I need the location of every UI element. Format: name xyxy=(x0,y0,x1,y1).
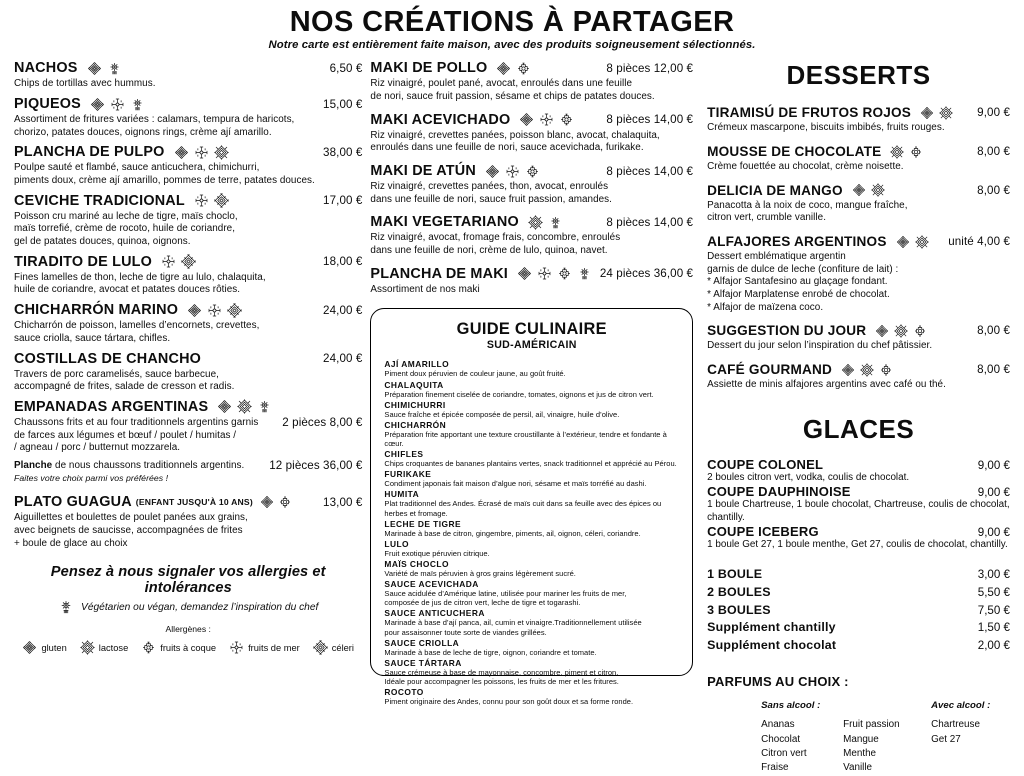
item-name: MAKI VEGETARIANO xyxy=(370,214,519,231)
parfum-item: Vanille xyxy=(843,762,873,774)
lactose-icon xyxy=(80,640,95,655)
guide-entry xyxy=(384,420,679,448)
coupe-name: COUPE ICEBERG xyxy=(707,523,819,539)
legend-label: lactose xyxy=(98,642,129,653)
parfum-item: Citron vert xyxy=(761,748,807,760)
seafood-icon xyxy=(537,266,552,281)
allergen-icon-group xyxy=(161,254,196,269)
gluten-icon xyxy=(920,106,934,120)
item-description: Dessert emblématique argentin garnis de dulce de leche (confiture de lait) : * Alfajor Santafesino au glaçage fondant. * Alfajor Marplatense enrobé de chocolat. * Alfajor de maïzena coco. xyxy=(707,251,899,313)
item-description: Travers de porc caramelisés, sauce barbecue, accompagné de frites, salade de cresson et radis. xyxy=(14,368,235,393)
coupe-list xyxy=(707,457,1010,552)
menu-item xyxy=(14,96,362,139)
guide-term: FURIKAKE xyxy=(384,469,432,480)
legend-item xyxy=(80,640,128,655)
item-price: 15,00 € xyxy=(323,97,363,111)
guide-definition: Marinade à base de leche de tigre, oignon, coriandre et tomate. xyxy=(384,647,597,657)
coupe-price: 9,00 € xyxy=(977,458,1010,472)
guide-definition: Chips croquantes de bananes plantains vertes, snack traditionnel et apprécié au Pérou. xyxy=(384,459,677,469)
scoop-row xyxy=(707,566,1010,584)
item-price: 8 pièces 14,00 € xyxy=(606,113,694,127)
seafood-icon xyxy=(194,145,209,160)
scoop-row xyxy=(707,619,1010,637)
menu-item xyxy=(370,163,693,206)
menu-item xyxy=(370,112,693,155)
menu-item xyxy=(707,323,1010,353)
parfum-item: Chocolat xyxy=(761,733,801,745)
scoop-price: 5,50 € xyxy=(977,585,1010,599)
legend-item xyxy=(141,640,216,655)
item-price-secondary: 12 pièces 36,00 € xyxy=(269,458,363,472)
guide-term: AJÍ AMARILLO xyxy=(384,359,450,370)
item-name: CHICHARRÓN MARINO xyxy=(14,302,179,319)
lactose-icon xyxy=(939,106,953,120)
glaces-heading: GLACES xyxy=(802,413,915,444)
allergen-icon-group xyxy=(260,495,292,509)
item-price: 8 pièces 12,00 € xyxy=(606,61,694,75)
guide-definition: Fruit exotique péruvien citrique. xyxy=(384,548,490,558)
item-name: EMPANADAS ARGENTINAS xyxy=(14,398,209,415)
planche-note: Faites votre choix parmi vos préférées ! xyxy=(14,472,169,483)
guide-term: CHICHARRÓN xyxy=(384,419,447,430)
allergen-icon-group xyxy=(517,266,592,281)
item-description: Riz vinaigré, crevettes panées, thon, avocat, enroulés dans une feuille de nori, sauce fruit passion, amandes. xyxy=(370,181,612,205)
scoop-price: 1,50 € xyxy=(977,621,1010,635)
coupe-description: 1 boule Get 27, 1 boule menthe, Get 27, coulis de chocolat, chantilly. xyxy=(707,538,1008,550)
item-price: 8,00 € xyxy=(977,324,1010,338)
column-maki xyxy=(362,60,693,775)
nuts-icon xyxy=(879,363,893,377)
menu-item xyxy=(14,60,362,91)
parfum-list-2 xyxy=(843,718,931,775)
guide-term: CHIMICHURRI xyxy=(384,399,446,410)
lactose-icon xyxy=(890,145,904,159)
lactose-icon xyxy=(871,183,885,197)
guide-entry xyxy=(384,359,679,378)
lactose-icon xyxy=(894,324,908,338)
menu-item xyxy=(370,60,693,103)
item-age-note: (ENFANT JUSQU'À 10 ANS) xyxy=(135,497,253,508)
item-description: Riz vinaigré, poulet pané, avocat, enroulés dans une feuille de nori, sauce fruit passion, sésame et chips de patates douces. xyxy=(370,78,655,103)
menu-item xyxy=(707,144,1010,174)
legend-label: céleri xyxy=(331,642,354,653)
lactose-icon xyxy=(528,215,543,230)
item-name: MAKI DE ATÚN xyxy=(370,163,476,180)
gluten-icon xyxy=(90,97,105,112)
item-description: Panacotta à la noix de coco, mangue fraîche, citron vert, crumble vanille. xyxy=(707,199,908,224)
nuts-icon xyxy=(141,640,156,655)
seafood-icon xyxy=(194,193,209,208)
allergen-icon-group xyxy=(194,193,229,208)
lactose-icon xyxy=(860,363,874,377)
guide-entry xyxy=(384,687,679,706)
vegetarian-icon xyxy=(107,61,122,76)
parfum-item: Get 27 xyxy=(931,733,961,745)
seafood-icon xyxy=(207,303,222,318)
item-name: SUGGESTION DU JOUR xyxy=(707,323,867,339)
gluten-icon xyxy=(841,363,855,377)
planche-text: de nous chaussons traditionnels argentins. xyxy=(52,459,245,471)
item-price: 9,00 € xyxy=(977,106,1010,120)
sans-alcool-heading: Sans alcool : xyxy=(761,700,821,712)
item-price: 8 pièces 14,00 € xyxy=(606,164,694,178)
guide-definition: Marinade à base de citron, gingembre, piments, ail, oignon, céleri, coriandre. xyxy=(384,528,641,538)
item-price: 8,00 € xyxy=(977,183,1010,197)
scoop-name: Supplément chocolat xyxy=(707,637,837,652)
seafood-icon xyxy=(110,97,125,112)
item-description-secondary xyxy=(14,460,259,485)
legend-item xyxy=(313,640,354,655)
guide-term: LULO xyxy=(384,538,410,549)
allergen-icon-group xyxy=(90,97,145,112)
celery-icon xyxy=(227,303,242,318)
seafood-icon xyxy=(505,164,520,179)
item-price: 8,00 € xyxy=(977,145,1010,159)
allergen-icon-group xyxy=(841,363,893,377)
guide-definition: Préparation finement ciselée de coriandre, tomates, oignons et jus de citron vert. xyxy=(384,389,654,399)
seafood-icon xyxy=(161,254,176,269)
gluten-icon xyxy=(187,303,202,318)
parfum-list-1 xyxy=(761,718,843,775)
menu-item xyxy=(14,144,362,187)
parfums-grid xyxy=(707,700,1010,775)
coupe-item xyxy=(707,484,1010,524)
item-price: 24 pièces 36,00 € xyxy=(599,267,694,281)
guide-entry xyxy=(384,469,679,488)
scoop-price-list xyxy=(707,566,1010,654)
menu-item xyxy=(14,302,362,345)
coupe-name: COUPE COLONEL xyxy=(707,456,824,472)
parfum-item: Fruit passion xyxy=(843,719,900,731)
menu-item xyxy=(707,183,1010,225)
item-description: Chicharrón de poisson, lamelles d’encornets, crevettes, sauce criolla, sauce tártara, chifles. xyxy=(14,320,260,344)
item-name: CEVICHE TRADICIONAL xyxy=(14,192,185,209)
item-description: Assortiment de nos maki xyxy=(370,283,480,295)
maki-item-list xyxy=(370,60,693,296)
guide-definition: Préparation frite apportant une texture croustillante à l’extérieur, tendre et fondante à cœur. xyxy=(384,429,667,449)
scoop-name: Supplément chantilly xyxy=(707,620,836,635)
guide-entry xyxy=(384,608,679,636)
coupe-item xyxy=(707,457,1010,484)
guide-term: ROCOTO xyxy=(384,687,424,698)
item-name: TIRAMISÚ DE FRUTOS ROJOS xyxy=(707,105,912,121)
parfum-item: Chartreuse xyxy=(931,719,980,731)
legend-label: fruits à coque xyxy=(160,642,217,653)
gluten-icon xyxy=(22,640,37,655)
vegetarian-icon xyxy=(548,215,563,230)
menu-item xyxy=(14,193,362,249)
item-price: unité 4,00 € xyxy=(948,235,1010,249)
item-name: MAKI ACEVICHADO xyxy=(370,111,511,128)
gluten-icon xyxy=(217,399,232,414)
item-name: MOUSSE DE CHOCOLATE xyxy=(707,144,882,160)
menu-columns xyxy=(0,60,1024,775)
item-description: Chips de tortillas avec hummus. xyxy=(14,78,156,90)
coupe-name: COUPE DAUPHINOISE xyxy=(707,484,851,500)
nuts-icon xyxy=(525,164,540,179)
gluten-icon xyxy=(519,112,534,127)
item-name: PLATO GUAGUA xyxy=(14,494,132,511)
lactose-icon xyxy=(915,235,929,249)
item-description: Poisson cru mariné au leche de tigre, maïs choclo, maïs torrefié, crème de rocoto, huile de coriandre, gel de patates douces, quinoa, oignons. xyxy=(14,210,238,248)
guide-definition: Sauce crémeuse à base de mayonnaise, concombre, piment et citron. Idéale pour accompagner les poissons, les fruits de mer et les fritures. xyxy=(384,667,619,687)
scoop-row xyxy=(707,637,1010,655)
allergen-icon-group xyxy=(217,399,272,414)
planche-label: Planche xyxy=(14,459,53,471)
nuts-icon xyxy=(278,495,292,509)
parfum-item: Menthe xyxy=(843,748,877,760)
menu-item-empanadas xyxy=(14,399,362,485)
guide-entry-list xyxy=(384,359,679,706)
item-name: TIRADITO DE LULO xyxy=(14,253,153,270)
parfums-column-1 xyxy=(761,700,843,775)
allergen-icon-group xyxy=(87,61,122,76)
item-description: Crème fouettée au chocolat, crème noisette. xyxy=(707,161,904,173)
scoop-name: 2 BOULES xyxy=(707,584,771,599)
item-name: MAKI DE POLLO xyxy=(370,60,488,77)
avec-alcool-heading: Avec alcool : xyxy=(931,700,991,712)
guide-definition: Plat traditionnel des Andes. Écrasé de maïs cuit dans sa feuille avec des épices ou herbes et fromage. xyxy=(384,499,662,518)
item-description: Fines lamelles de thon, leche de tigre au lulo, chalaquita, huile de coriandre, avocat et patates douces rôties. xyxy=(14,271,266,296)
celery-icon xyxy=(181,254,196,269)
desserts-heading: DESSERTS xyxy=(786,60,931,91)
allergen-icon-group xyxy=(896,235,929,249)
item-price: 8 pièces 14,00 € xyxy=(606,215,694,229)
menu-item xyxy=(14,254,362,297)
guide-term: HUMITA xyxy=(384,489,420,500)
guide-entry xyxy=(384,449,679,468)
allergen-icon-group xyxy=(890,145,923,159)
item-price: 8,00 € xyxy=(977,363,1010,377)
parfums-title: PARFUMS AU CHOIX : xyxy=(707,674,849,690)
scoop-name: 1 BOULE xyxy=(707,567,763,582)
parfum-item: Mangue xyxy=(843,733,879,745)
item-price: 24,00 € xyxy=(323,303,363,317)
gluten-icon xyxy=(87,61,102,76)
guide-term: CHALAQUITA xyxy=(384,379,444,390)
column-desserts xyxy=(693,60,1010,775)
nuts-icon xyxy=(559,112,574,127)
page-subtitle: Notre carte est entièrement faite maison, avec des produits soigneusement sélectionnés. xyxy=(268,39,756,52)
allergens-label: Allergènes : xyxy=(165,624,211,635)
coupe-description: 2 boules citron vert, vodka, coulis de chocolat. xyxy=(707,471,910,483)
allergy-title: Pensez à nous signaler vos allergies et intolérances xyxy=(50,564,326,597)
nuts-icon xyxy=(909,145,923,159)
guide-entry xyxy=(384,559,679,578)
item-description: Poulpe sauté et flambé, sauce anticuchera, chimichurri, piments doux, crème ají amarillo, pommes de terre, patates douces. xyxy=(14,162,315,187)
item-price: 24,00 € xyxy=(323,352,363,365)
allergen-icon-group xyxy=(496,61,531,76)
item-name: NACHOS xyxy=(14,60,78,77)
item-description: Crémeux mascarpone, biscuits imbibés, fruits rouges. xyxy=(707,122,945,134)
nuts-icon xyxy=(516,61,531,76)
nuts-icon xyxy=(913,324,927,338)
parfum-list-3 xyxy=(931,718,990,747)
item-price: 17,00 € xyxy=(323,194,363,208)
guide-term: SAUCE ACEVICHADA xyxy=(384,579,479,590)
allergen-icon-group xyxy=(875,324,927,338)
legend-item xyxy=(229,640,300,655)
item-name: CAFÉ GOURMAND xyxy=(707,362,833,378)
culinary-guide-box xyxy=(370,308,693,707)
item-description: Riz vinaigré, crevettes panées, poisson blanc, avocat, chalaquita, enroulés dans une feuille de nori, sauce acevichada, furikake. xyxy=(370,129,660,154)
legend-label: gluten xyxy=(41,642,67,653)
guide-term: LECHE DE TIGRE xyxy=(384,518,461,529)
guide-definition: Piment doux péruvien de couleur jaune, au goût fruité. xyxy=(384,369,566,379)
item-name: PIQUEOS xyxy=(14,96,81,113)
gluten-icon xyxy=(485,164,500,179)
vegetarian-icon xyxy=(577,266,592,281)
lactose-icon xyxy=(214,145,229,160)
scoop-name: 3 BOULES xyxy=(707,602,771,617)
allergen-icon-group xyxy=(187,303,242,318)
guide-definition: Condiment japonais fait maison d’algue nori, sésame et maïs torréfié au dashi. xyxy=(384,479,647,489)
coupe-price: 9,00 € xyxy=(977,486,1010,500)
scoop-row xyxy=(707,584,1010,602)
legend-label: fruits de mer xyxy=(248,642,300,653)
column-starters xyxy=(14,60,362,775)
menu-item xyxy=(707,362,1010,392)
allergen-icon-group xyxy=(852,183,885,197)
gluten-icon xyxy=(260,495,274,509)
parfum-item: Ananas xyxy=(761,719,795,731)
gluten-icon xyxy=(496,61,511,76)
allergen-legend xyxy=(14,640,362,655)
gluten-icon xyxy=(517,266,532,281)
vegetarian-icon xyxy=(257,399,272,414)
guide-entry xyxy=(384,380,679,399)
seafood-icon xyxy=(229,640,244,655)
guide-entry xyxy=(384,638,679,657)
item-description: Riz vinaigré, avocat, fromage frais, concombre, enroulés dans une feuille de nori, crème de lulo, quinoa, navet. xyxy=(370,232,621,257)
menu-item xyxy=(14,351,362,394)
item-name: PLANCHA DE MAKI xyxy=(370,265,508,282)
guide-definition: Sauce fraîche et épicée composée de persil, ail, vinaigre, huile d’olive. xyxy=(384,409,620,419)
allergen-icon-group xyxy=(519,112,574,127)
item-name: COSTILLAS DE CHANCHO xyxy=(14,350,202,367)
guide-subtitle: SUD-AMÉRICAIN xyxy=(486,339,577,352)
item-description: Assiette de minis alfajores argentins avec café ou thé. xyxy=(707,379,946,391)
parfums-column-2 xyxy=(843,700,931,775)
allergen-icon-group xyxy=(528,215,563,230)
guide-term: SAUCE ANTICUCHERA xyxy=(384,608,485,619)
allergen-icon-group xyxy=(485,164,540,179)
guide-definition: Piment originaire des Andes, connu pour son goût doux et sa forme ronde. xyxy=(384,697,634,707)
item-price: 18,00 € xyxy=(323,255,363,269)
gluten-icon xyxy=(174,145,189,160)
guide-entry xyxy=(384,519,679,538)
vegetarian-icon xyxy=(130,97,145,112)
item-description: Aiguillettes et boulettes de poulet panées aux grains, avec beignets de saucisse, accompagnées de frites + boule de glace au choix xyxy=(14,512,248,549)
allergen-icon-group xyxy=(174,145,229,160)
menu-item xyxy=(707,234,1010,314)
lactose-icon xyxy=(237,399,252,414)
gluten-icon xyxy=(875,324,889,338)
guide-entry xyxy=(384,489,679,517)
item-description: Dessert du jour selon l’inspiration du chef pâtissier. xyxy=(707,340,933,352)
item-price: 38,00 € xyxy=(323,145,363,159)
menu-item xyxy=(707,105,1010,135)
starter-item-list xyxy=(14,60,362,393)
item-description: Assortiment de fritures variées : calamars, tempura de haricots, chorizo, patates douces, oignons rings, crème ají amarillo. xyxy=(14,114,295,138)
dessert-item-list xyxy=(707,105,1010,391)
item-name: ALFAJORES ARGENTINOS xyxy=(707,234,887,250)
guide-term: SAUCE TÁRTARA xyxy=(384,657,462,668)
guide-entry xyxy=(384,658,679,686)
allergen-icon-group xyxy=(920,106,953,120)
parfums-section xyxy=(707,674,1010,775)
legend-item xyxy=(22,640,66,655)
guide-term: CHIFLES xyxy=(384,449,424,460)
coupe-price: 9,00 € xyxy=(977,525,1010,539)
item-name: DELICIA DE MANGO xyxy=(707,182,843,198)
scoop-price: 3,00 € xyxy=(977,568,1010,582)
gluten-icon xyxy=(852,183,866,197)
vegetarian-notice xyxy=(14,599,362,615)
menu-item xyxy=(370,214,693,257)
celery-icon xyxy=(214,193,229,208)
guide-entry xyxy=(384,579,679,607)
guide-title: GUIDE CULINAIRE xyxy=(456,320,607,339)
nuts-icon xyxy=(557,266,572,281)
scoop-row xyxy=(707,602,1010,620)
vegetarian-icon xyxy=(58,599,74,615)
parfums-column-3 xyxy=(931,700,990,775)
page-title: NOS CRÉATIONS À PARTAGER xyxy=(289,6,735,38)
guide-term: MAÏS CHOCLO xyxy=(384,559,449,570)
menu-header xyxy=(0,0,1024,51)
seafood-icon xyxy=(539,112,554,127)
item-description: Chaussons frits et au four traditionnels argentins garnis de farces aux légumes et bœuf / poulet / humitas / / agneau / porc / butternut mozzarela. xyxy=(14,416,259,454)
coupe-description: 1 boule Chartreuse, 1 boule chocolat, Chartreuse, coulis de chocolat, chantilly. xyxy=(707,499,1010,523)
item-price: 13,00 € xyxy=(323,495,363,509)
vegetarian-icon xyxy=(58,599,74,615)
guide-definition: Variété de maïs péruvien à gros grains légèrement sucré. xyxy=(384,569,576,579)
guide-definition: Marinade à base d’ají panca, ail, cumin et vinaigre.Traditionnellement utilisée pour assaisonner toute sorte de viandes grillées. xyxy=(384,618,642,637)
guide-definition: Sauce acidulée d’Amérique latine, utilisée pour mariner les fruits de mer, composée de jus de citron vert, leche de tigre et togarashi. xyxy=(384,589,627,608)
guide-entry xyxy=(384,539,679,558)
vegetarian-text: Végétarien ou végan, demandez l’inspiration du chef xyxy=(81,601,319,613)
guide-entry xyxy=(384,400,679,419)
item-price: 6,50 € xyxy=(329,61,363,75)
celery-icon xyxy=(313,640,328,655)
item-price: 2 pièces 8,00 € xyxy=(282,415,363,429)
coupe-item xyxy=(707,524,1010,551)
menu-item xyxy=(370,266,693,297)
scoop-price: 7,50 € xyxy=(977,603,1010,617)
guide-term: SAUCE CRIOLLA xyxy=(384,637,460,648)
item-name: PLANCHA DE PULPO xyxy=(14,144,165,161)
scoop-price: 2,00 € xyxy=(977,638,1010,652)
menu-item-plato-guagua xyxy=(14,494,362,550)
parfum-item: Fraise xyxy=(761,762,789,774)
allergy-notice xyxy=(14,564,362,655)
gluten-icon xyxy=(896,235,910,249)
